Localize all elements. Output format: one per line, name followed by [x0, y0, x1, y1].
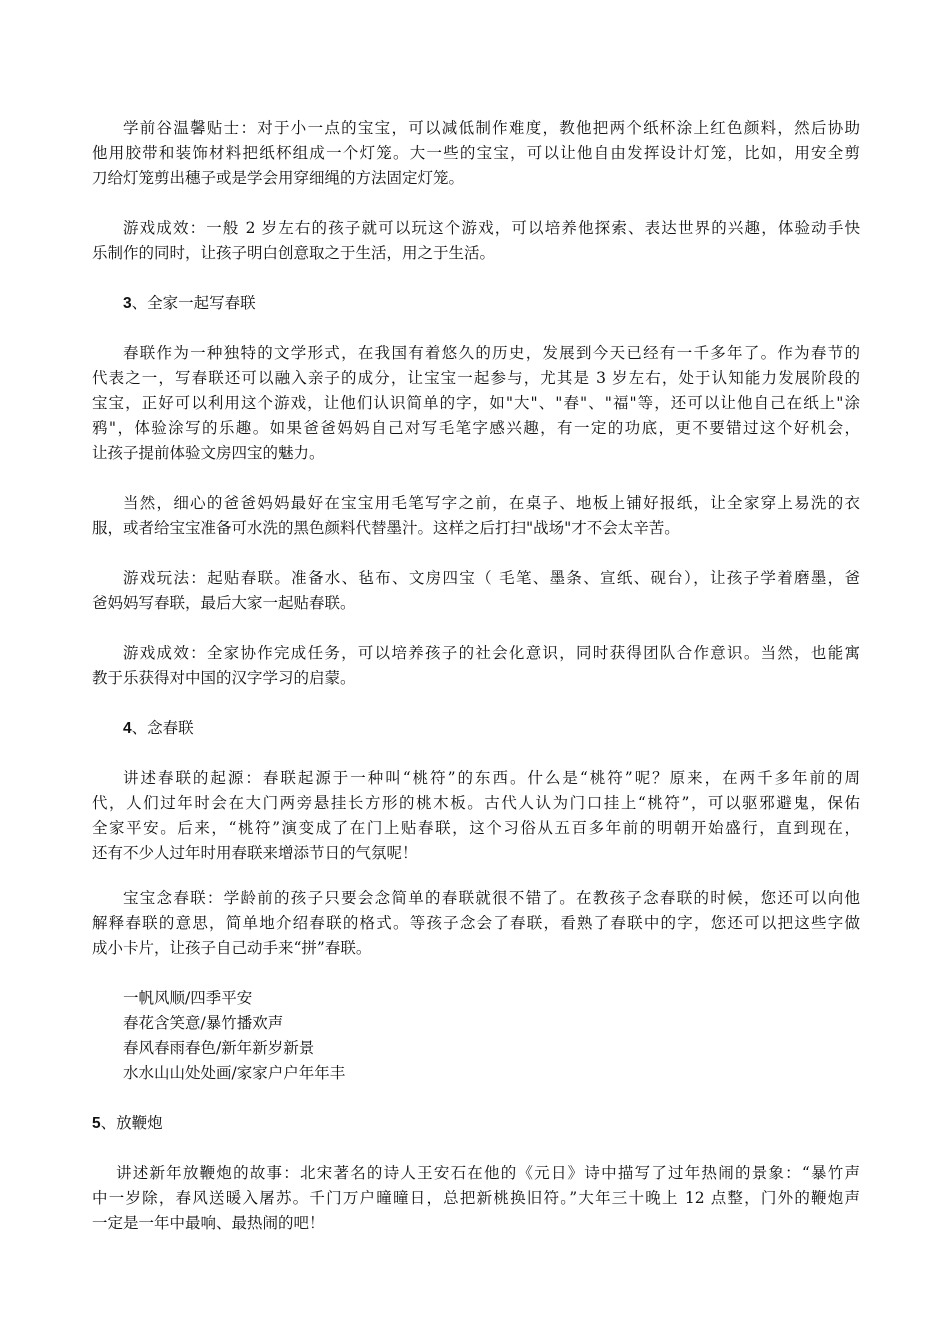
- section-heading-4: [123, 716, 194, 741]
- couplet-effect-paragraph: [92, 641, 860, 691]
- couplet-play-paragraph: [92, 566, 860, 616]
- text-line: 他用胶带和装饰材料把纸杯组成一个灯笼。大一些的宝宝，可以让他自由发挥设计灯笼，比如，用安全剪: [92, 144, 860, 162]
- couplet-examples: [123, 986, 345, 1086]
- text-line: 爸妈妈写春联，最后大家一起贴春联。: [92, 594, 356, 612]
- section-title: 、念春联: [131, 719, 194, 737]
- section-title: 、放鞭炮: [100, 1114, 163, 1132]
- text-line: 游戏成效：一般 2 岁左右的孩子就可以玩这个游戏，可以培养他探索、表达世界的兴趣，体验动手快: [123, 219, 860, 237]
- section-number: 4: [123, 720, 132, 737]
- text-line: 中一岁除，春风送暖入屠苏。千门万户曈曈日，总把新桃换旧符。”大年三十晚上 12 点整，门外的鞭炮声: [92, 1189, 860, 1207]
- lantern-effect-paragraph: [92, 216, 860, 266]
- section-heading-5: [92, 1111, 163, 1136]
- text-line: 乐制作的同时，让孩子明白创意取之于生活，用之于生活。: [92, 244, 496, 262]
- text-line: 讲述春联的起源：春联起源于一种叫“桃符”的东西。什么是“桃符”呢？原来，在两千多年前的周: [123, 769, 860, 787]
- couplet-line: 春花含笑意/暴竹播欢声: [123, 1014, 284, 1032]
- text-line: 刀给灯笼剪出穗子或是学会用穿细绳的方法固定灯笼。: [92, 169, 465, 187]
- couplet-prep-paragraph: [92, 491, 860, 541]
- couplet-line: 水水山山处处画/家家户户年年丰: [123, 1064, 346, 1082]
- tip-paragraph: [92, 116, 860, 191]
- text-line: 还有不少人过年时用春联来增添节日的气氛呢！: [92, 844, 418, 862]
- section-number: 3: [123, 295, 132, 312]
- text-line: 全家平安。后来，“桃符”演变成了在门上贴春联，这个习俗从五百多年前的明朝开始盛行，直到现在，: [92, 819, 860, 837]
- text-line: 游戏玩法：起贴春联。准备水、毡布、文房四宝（ 毛笔、墨条、宣纸、砚台），让孩子学着磨墨，爸: [123, 569, 860, 587]
- text-line: 讲述新年放鞭炮的故事：北宋著名的诗人王安石在他的《元日》诗中描写了过年热闹的景象：“暴竹声: [116, 1164, 860, 1182]
- text-line: 代，人们过年时会在大门两旁悬挂长方形的桃木板。古代人认为门口挂上“桃符”，可以驱邪避鬼，保佑: [92, 794, 860, 812]
- firecracker-paragraph: [92, 1161, 860, 1236]
- text-line: 鸦"，体验涂写的乐趣。如果爸爸妈妈自己对写毛笔字感兴趣，有一定的功底，更不要错过这个好机会，: [92, 419, 860, 437]
- recite-paragraph: [92, 886, 860, 961]
- text-line: 服，或者给宝宝准备可水洗的黑色颜料代替墨汁。这样之后打扫"战场"才不会太辛苦。: [92, 519, 680, 537]
- text-line: 春联作为一种独特的文学形式，在我国有着悠久的历史，发展到今天已经有一千多年了。作为春节的: [123, 344, 860, 362]
- text-line: 让孩子提前体验文房四宝的魅力。: [92, 444, 325, 462]
- text-line: 游戏成效：全家协作完成任务，可以培养孩子的社会化意识，同时获得团队合作意识。当然，也能寓: [123, 644, 860, 662]
- text-line: 教于乐获得对中国的汉字学习的启蒙。: [92, 669, 356, 687]
- text-line: 解释春联的意思，简单地介绍春联的格式。等孩子念会了春联，看熟了春联中的字，您还可以把这些字做: [92, 914, 860, 932]
- couplet-line: 春风春雨春色/新年新岁新景: [123, 1039, 315, 1057]
- origin-paragraph: [92, 766, 860, 866]
- section-number: 5: [92, 1115, 101, 1132]
- text-line: 当然，细心的爸爸妈妈最好在宝宝用毛笔写字之前，在桌子、地板上铺好报纸，让全家穿上易洗的衣: [123, 494, 860, 512]
- couplet-intro-paragraph: [92, 341, 860, 466]
- text-line: 宝宝，正好可以利用这个游戏，让他们认识简单的字，如"大"、"春"、"福"等，还可以让他自己在纸上"涂: [92, 394, 860, 412]
- section-title: 、全家一起写春联: [131, 294, 256, 312]
- section-heading-3: [123, 291, 256, 316]
- text-line: 学前谷温馨贴士：对于小一点的宝宝，可以减低制作难度，教他把两个纸杯涂上红色颜料，然后协助: [123, 119, 860, 137]
- text-line: 宝宝念春联：学龄前的孩子只要会念简单的春联就很不错了。在教孩子念春联的时候，您还可以向他: [123, 889, 860, 907]
- text-line: 代表之一，写春联还可以融入亲子的成分，让宝宝一起参与，尤其是 3 岁左右，处于认知能力发展阶段的: [92, 369, 860, 387]
- couplet-line: 一帆风顺/四季平安: [123, 989, 253, 1007]
- text-line: 一定是一年中最响、最热闹的吧！: [92, 1214, 325, 1232]
- text-line: 成小卡片，让孩子自己动手来“拼”春联。: [92, 939, 372, 957]
